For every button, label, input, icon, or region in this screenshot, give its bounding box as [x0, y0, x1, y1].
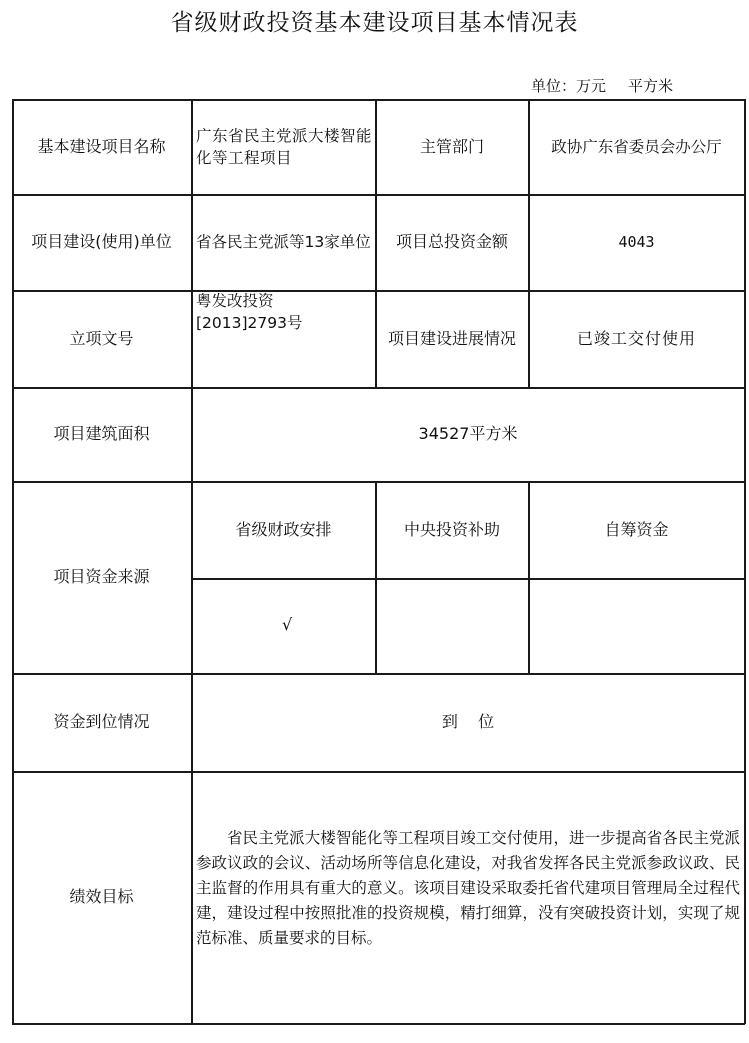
goal-text: 省民主党派大楼智能化等工程项目竣工交付使用，进一步提高省各民主党派参政议政的会议、活动场所等信息化建设，对我省发挥各民主党派参政议政、民主监督的作用具有重大的意义。该项目建设采取委托省代建项目管理局全过程代建，建设过程中按照批准的投资规模，精打细算，没有突破投资计划，实现了规范标准、质量要求的目标。 — [196, 829, 740, 947]
unit-note — [531, 75, 673, 96]
dept-label: 主管部门 — [419, 136, 484, 156]
progress-label: 项目建设进展情况 — [387, 328, 516, 348]
area-value: 34527平方米 — [418, 424, 518, 443]
approval-line2: [2013]2793号 — [196, 314, 303, 332]
approval-line1: 粤发改投资 — [196, 292, 274, 310]
builder-label: 项目建设(使用)单位 — [31, 232, 172, 251]
project-name-label: 基本建设项目名称 — [37, 136, 166, 156]
goal-label: 绩效目标 — [69, 887, 134, 906]
funding-source-self: 自筹资金 — [604, 519, 669, 539]
arrival-label: 资金到位情况 — [53, 712, 150, 731]
arrival-value: 到 位 — [441, 712, 495, 731]
builder-value: 省各民主党派等13家单位 — [196, 233, 371, 251]
investment-label: 项目总投资金额 — [395, 232, 508, 251]
progress-value: 已竣工交付使用 — [576, 328, 696, 348]
funding-check-mark: √ — [282, 615, 293, 634]
funding-source-central: 中央投资补助 — [403, 519, 500, 539]
approval-label: 立项文号 — [69, 328, 134, 348]
funding-source-provincial: 省级财政安排 — [235, 519, 332, 539]
page-title: 省级财政投资基本建设项目基本情况表 — [170, 10, 579, 36]
project-name-value: 广东省民主党派大楼智能化等工程项目 — [196, 126, 373, 167]
area-label: 项目建筑面积 — [53, 424, 150, 443]
dept-value: 政协广东省委员会办公厅 — [551, 137, 722, 156]
unit-currency: 单位：万元 — [531, 77, 607, 95]
investment-value: 4043 — [618, 233, 655, 251]
approval-value — [192, 290, 375, 387]
unit-area: 平方米 — [628, 77, 674, 95]
funding-label: 项目资金来源 — [53, 567, 150, 586]
